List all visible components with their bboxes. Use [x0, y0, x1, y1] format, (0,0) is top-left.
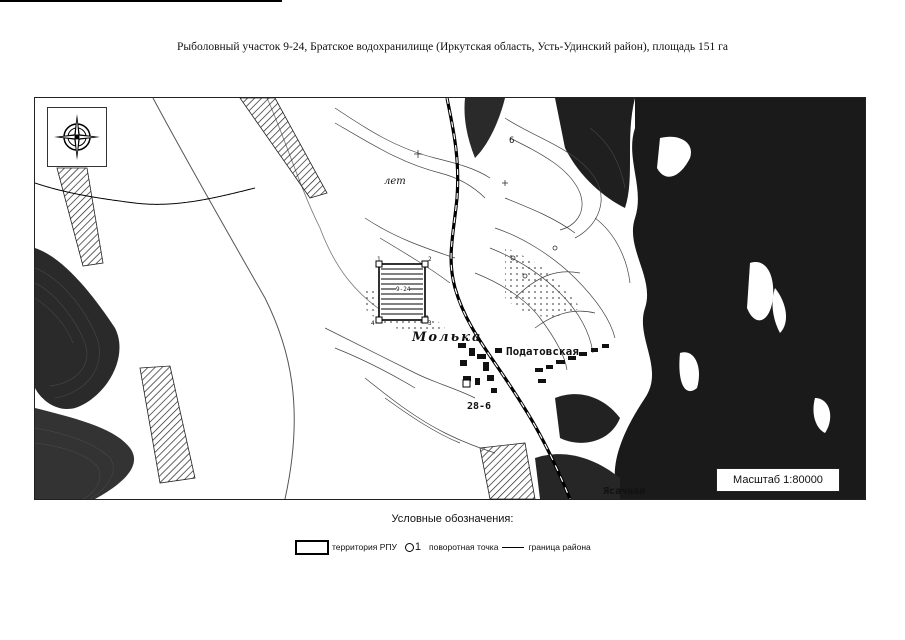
top-forest-patch	[464, 98, 505, 158]
legend-territory-label: территория РПУ	[332, 542, 397, 552]
boundary-line-icon	[502, 547, 524, 548]
territory-swatch-icon	[295, 540, 329, 555]
label-molka: Молька	[412, 330, 483, 345]
label-podatovskaya: Податовская	[506, 345, 579, 358]
legend-boundary-label: граница района	[528, 542, 591, 552]
label-site-code: 28-6	[467, 401, 492, 412]
turn-point-circle-icon	[405, 543, 414, 552]
turn-point-4-label: 4	[371, 320, 375, 327]
legend-turn-point-label: поворотная точка	[429, 542, 499, 552]
survey-marks	[414, 150, 557, 278]
map-frame[interactable]	[34, 97, 866, 500]
right-forest-mass	[615, 98, 865, 499]
legend-turn-point-number: 1	[414, 541, 421, 553]
topographic-map	[35, 98, 865, 499]
left-forest-lower	[35, 408, 134, 499]
page-title: Рыболовный участок 9-24, Братское водохранилище (Иркутская область, Усть-Удинский район), площадь 151 га	[177, 41, 728, 53]
legend	[295, 538, 591, 556]
hatched-zone-bottom	[480, 443, 535, 499]
turn-point-2-label: 2	[428, 256, 432, 263]
hatched-zone-lower	[140, 366, 195, 483]
label-let: лет	[384, 176, 406, 187]
village-forest-patch	[555, 394, 620, 443]
turn-point-1-label: 1	[377, 256, 381, 263]
parcel-label: 9-24	[396, 286, 411, 293]
left-forest-area	[35, 248, 119, 409]
school-symbol	[463, 380, 470, 387]
top-rule	[0, 0, 282, 2]
legend-title: Условные обозначения:	[391, 513, 514, 525]
upper-forest-patch	[555, 98, 635, 208]
turn-point-3-label: 3	[428, 320, 432, 327]
hatched-zone-top	[240, 98, 327, 198]
compass-rose-icon	[47, 107, 107, 167]
hatched-zone-left	[57, 168, 103, 266]
scale-label: Масштаб 1:80000	[716, 468, 840, 492]
label-yasachnaya: Ясачная	[603, 486, 646, 497]
label-six: 6	[509, 136, 515, 146]
